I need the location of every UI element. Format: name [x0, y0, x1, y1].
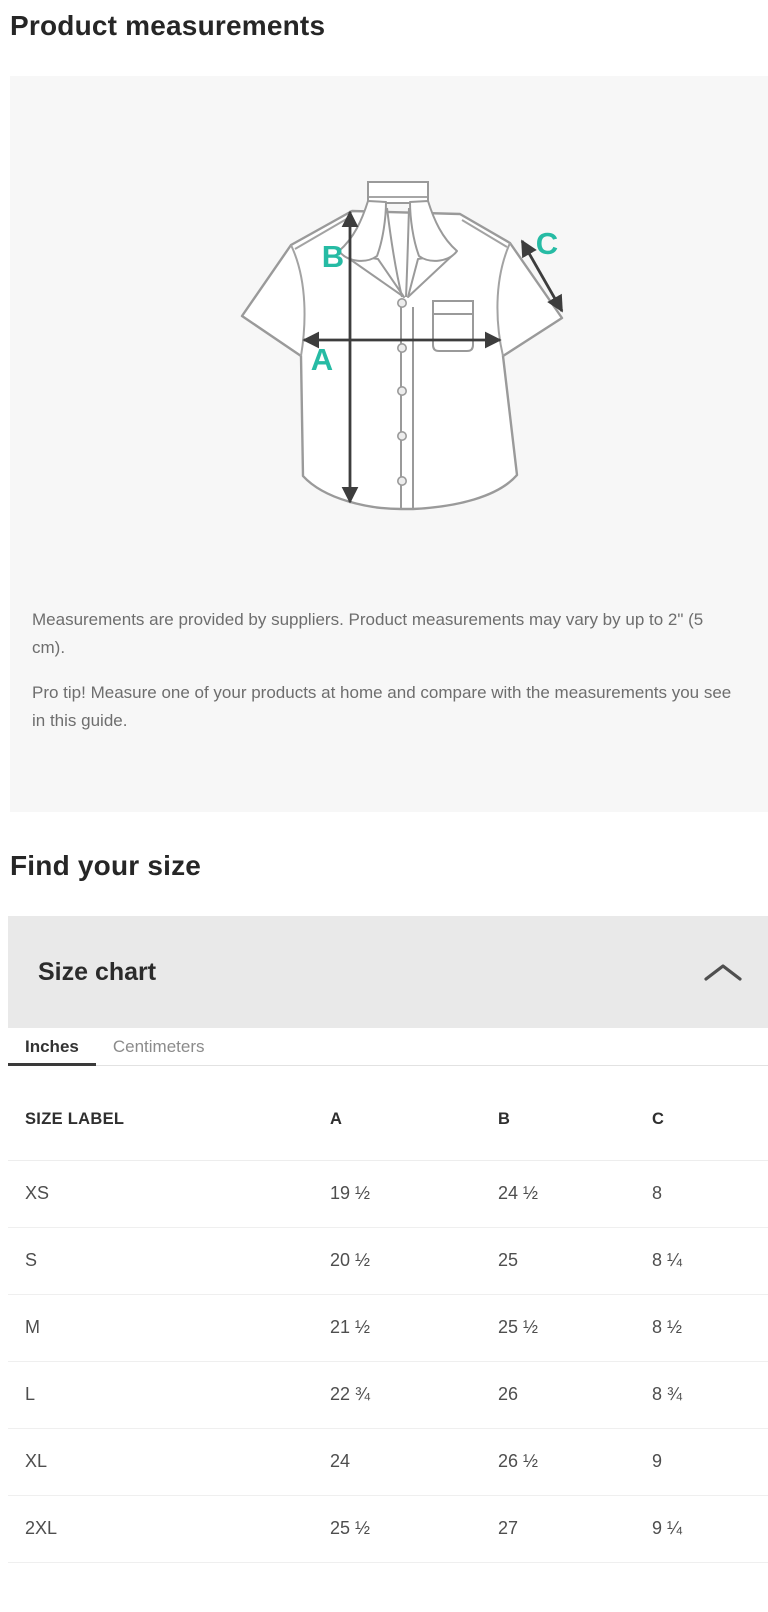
measurement-cell: 20 ½	[313, 1227, 481, 1294]
size-label-cell: L	[8, 1361, 313, 1428]
shirt-diagram	[230, 166, 590, 516]
measurement-cell: 8	[635, 1160, 768, 1227]
measurement-cell: 26	[481, 1361, 635, 1428]
measurement-cell: 25 ½	[313, 1495, 481, 1562]
table-row	[8, 1495, 768, 1562]
product-measurements-title: Product measurements	[10, 10, 326, 41]
measurement-cell: 24 ½	[481, 1160, 635, 1227]
measure-label-b: B	[321, 239, 345, 274]
chevron-up-icon[interactable]	[702, 961, 744, 983]
table-row	[8, 1227, 768, 1294]
collar-band	[368, 182, 428, 203]
measurement-cell: 9	[635, 1428, 768, 1495]
size-table-body	[8, 1160, 768, 1562]
measure-label-c: C	[535, 226, 559, 261]
measurement-cell: 26 ½	[481, 1428, 635, 1495]
tab-inches[interactable]: Inches	[8, 1028, 96, 1065]
table-row	[8, 1428, 768, 1495]
measurement-cell: 22 ¾	[313, 1361, 481, 1428]
size-label-cell: M	[8, 1294, 313, 1361]
measurement-cell: 24	[313, 1428, 481, 1495]
size-chart-title: Size chart	[38, 957, 157, 986]
measurement-cell: 21 ½	[313, 1294, 481, 1361]
chest-pocket	[433, 301, 473, 351]
size-label-cell: XS	[8, 1160, 313, 1227]
measurement-cell: 8 ¼	[635, 1227, 768, 1294]
col-header-a: A	[313, 1066, 481, 1160]
col-header-c: C	[635, 1066, 768, 1160]
supplier-note: Measurements are provided by suppliers. Product measurements may vary by up to 2" (5 cm).	[32, 610, 704, 657]
measure-label-a: A	[310, 342, 334, 377]
table-row	[8, 1294, 768, 1361]
size-chart-header[interactable]	[8, 916, 768, 1028]
size-label-cell: 2XL	[8, 1495, 313, 1562]
measurements-panel	[10, 76, 768, 812]
measurement-cell: 19 ½	[313, 1160, 481, 1227]
col-header-size-label: SIZE LABEL	[8, 1066, 313, 1160]
measurement-cell: 9 ¼	[635, 1495, 768, 1562]
measurement-cell: 8 ¾	[635, 1361, 768, 1428]
measurement-cell: 27	[481, 1495, 635, 1562]
pro-tip-note: Pro tip! Measure one of your products at home and compare with the measurements you see in this guide.	[32, 683, 732, 730]
shirt-diagram-svg	[230, 166, 590, 516]
unit-tabs	[8, 1028, 768, 1066]
col-header-b: B	[481, 1066, 635, 1160]
find-your-size-title: Find your size	[10, 850, 202, 882]
table-row	[8, 1361, 768, 1428]
measurement-cell: 25 ½	[481, 1294, 635, 1361]
table-row	[8, 1160, 768, 1227]
size-label-cell: S	[8, 1227, 313, 1294]
size-chart-widget	[0, 916, 768, 1563]
size-label-cell: XL	[8, 1428, 313, 1495]
size-table-head	[8, 1066, 768, 1160]
size-table	[8, 1066, 768, 1563]
measurement-cell: 8 ½	[635, 1294, 768, 1361]
tab-centimeters[interactable]: Centimeters	[96, 1028, 222, 1065]
measurement-cell: 25	[481, 1227, 635, 1294]
panel-spacer	[10, 76, 768, 166]
